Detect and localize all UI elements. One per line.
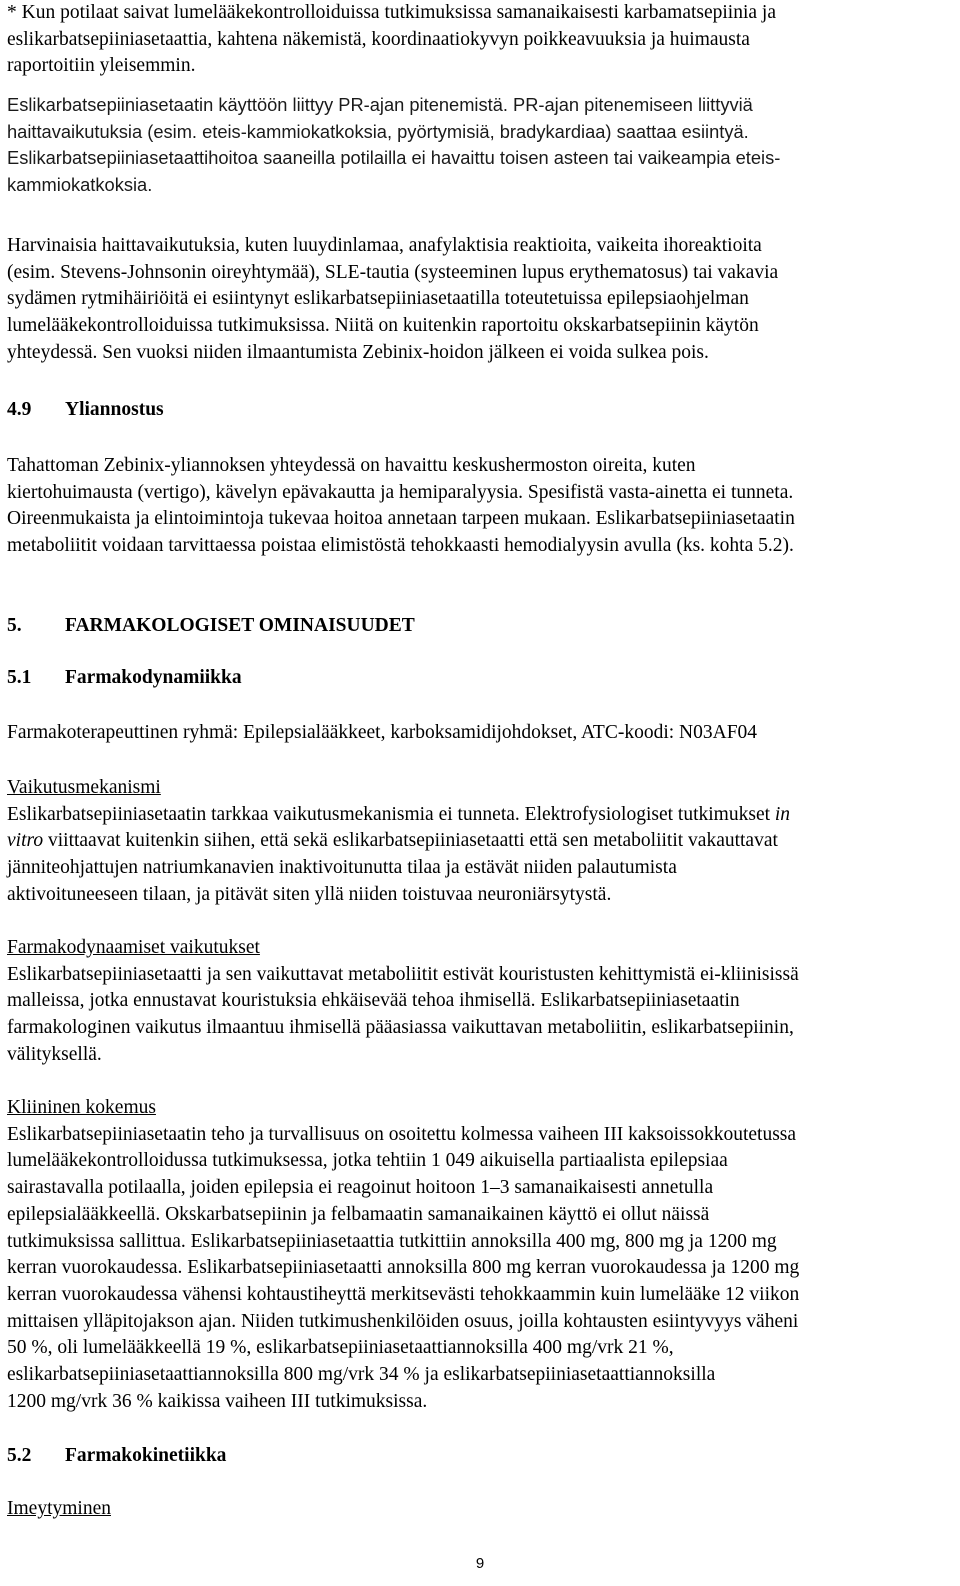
paragraph-footnote [7,0,952,80]
paragraph-overdose [7,453,952,560]
section-number: 5.1 [7,667,32,688]
subsection-title: Vaikutusmekanismi [7,777,161,798]
section-number: 4.9 [7,399,32,420]
text-line: Eslikarbatsepiiniasetaatti ja sen vaikuttavat metaboliitit estivät kouristusten kehittymistä ei-kliinisissä [7,963,799,985]
text-line: kiertohuimausta (vertigo), kävelyn epävakautta ja hemiparalyysia. Spesifistä vasta-ainetta ei tunneta. [7,481,794,503]
text-line: Eslikarbatsepiiniasetaatin käyttöön liittyy PR-ajan pitenemistä. PR-ajan pitenemiseen liittyviä [7,94,753,115]
text-line: Eslikarbatsepiiniasetaattihoitoa saaneilla potilailla ei havaittu toisen asteen tai vaikeampia eteis- [7,147,781,169]
text-line: mittaisen ylläpitojakson ajan. Niiden tutkimushenkilöiden osuus, joilla kohtausten esiintyvyys väheni [7,1310,799,1332]
text-line: välityksellä. [7,1043,102,1065]
text-line: metaboliitit voidaan tarvittaessa poistaa elimistöstä tehokkaasti hemodialyysin avulla (ks. kohta 5.2). [7,535,794,557]
text-line: sairastavalla potilaalla, joiden epilepsia ei reagoinut hoitoon 1–3 samanaikaisesti annetulla [7,1177,714,1199]
section-number: 5.2 [7,1445,32,1466]
subsection-clinical-experience [7,1095,952,1415]
text-line: malleissa, jotka ennustavat kouristuksia ehkäisevää tehoa ihmisellä. Eslikarbatsepiiniasetaatin [7,990,740,1012]
page-number: 9 [475,1555,485,1572]
text-line: Tahattoman Zebinix-yliannoksen yhteydessä on havaittu keskushermoston oireita, kuten [7,455,696,476]
text-line: Oireenmukaista ja elintoimintoja tukevaa hoitoa annetaan tarpeen mukaan. Eslikarbatsepiiniasetaatin [7,508,795,530]
section-heading-4-9 [7,397,952,424]
text-line: aktivoituneeseen tilaan, ja pitävät siten yllä niiden toistuvaa neuroniärsytystä. [7,883,612,905]
subsection-title: Imeytyminen [7,1498,111,1519]
text-line: Eslikarbatsepiiniasetaatin teho ja turvallisuus on osoitettu kolmessa vaiheen III kaksoissokkoutetussa [7,1123,797,1145]
text-line: tutkimuksissa sallittua. Eslikarbatsepiiniasetaattia tutkittiin annoksilla 400 mg, 800 mg ja 1200 mg [7,1230,777,1252]
text-line: kerran vuorokaudessa vähensi kohtaustiheyttä merkitsevästi tehokkaammin kuin lumelääke 12 viikon [7,1283,800,1305]
text-line: raportoitiin yleisemmin. [7,55,196,77]
text-line: eslikarbatsepiiniasetaattia, kahtena näkemistä, koordinaatiokyvyn poikkeavuuksia ja huimausta [7,28,750,50]
text-line: haittavaikutuksia (esim. eteis-kammiokatkoksia, pyörtymisiä, bradykardiaa) saattaa esiintyä. [7,120,749,142]
text-line: 50 %, oli lumelääkkeellä 19 %, eslikarbatsepiiniasetaattiannoksilla 400 mg/vrk 21 %, [7,1337,674,1359]
subsection-pharmacodynamic-effects [7,935,952,1069]
text-line: Eslikarbatsepiiniasetaatin tarkkaa vaikutusmekanismia ei tunneta. Elektrofysiologiset tutkimukset [7,803,775,825]
italic-text: vitro [7,830,44,852]
subsection-absorption [7,1496,952,1523]
text-line: sydämen rytmihäiriöitä ei esiintynyt eslikarbatsepiiniasetaatilla toteutetuissa epilepsiaohjelman [7,288,749,310]
text-line: jänniteohjattujen natriumkanavien inaktivoitunutta tilaa ja estävät niiden palautumista [7,857,677,879]
section-title: Farmakokinetiikka [65,1445,227,1466]
text-line: * Kun potilaat saivat lumelääkekontrolloiduissa tutkimuksissa samanaikaisesti karbamatsepiinia ja [7,2,776,23]
italic-text: in [774,803,791,825]
text-line: farmakologinen vaikutus ilmaantuu ihmisellä pääasiassa vaikuttavan metaboliitin, eslikarbatsepiinin, [7,1017,794,1039]
text-line: kerran vuorokaudessa. Eslikarbatsepiiniasetaatti annoksilla 800 mg kerran vuorokaudessa ja 1200 mg [7,1257,800,1279]
subsection-title: Farmakodynaamiset vaikutukset [7,937,260,958]
paragraph-pr-interval [7,92,952,199]
section-heading-5-1 [7,665,952,692]
paragraph-atc-code [7,720,952,747]
section-heading-5-2 [7,1443,952,1470]
section-title: FARMAKOLOGISET OMINAISUUDET [65,615,415,636]
section-title: Yliannostus [65,399,164,420]
text-line: Farmakoterapeuttinen ryhmä: Epilepsialääkkeet, karboksamidijohdokset, ATC-koodi: N03AF04 [7,722,758,743]
section-title: Farmakodynamiikka [65,667,242,688]
text-line: epilepsialääkkeellä. Okskarbatsepiinin ja felbamaatin samanaikainen käyttö ei ollut näissä [7,1203,710,1225]
text-line: lumelääkekontrolloiduissa tutkimuksissa. Niitä on kuitenkin raportoitu okskarbatsepiinin käytön [7,315,759,337]
text-line: eslikarbatsepiiniasetaattiannoksilla 800 mg/vrk 34 % ja eslikarbatsepiiniasetaattiannoksilla [7,1364,716,1386]
subsection-mechanism [7,775,952,909]
text-line: kammiokatkoksia. [7,174,153,196]
paragraph-rare-reactions [7,233,952,367]
section-number: 5. [7,615,22,636]
text-line: viittaavat kuitenkin siihen, että sekä eslikarbatsepiiniasetaatti että sen metaboliitit vakauttavat [43,830,778,852]
text-line: lumelääkekontrolloidussa tutkimuksessa, jotka tehtiin 1 049 aikuisella partiaalista epilepsiaa [7,1150,728,1172]
text-line: Harvinaisia haittavaikutuksia, kuten luuydinlamaa, anafylaktisia reaktioita, vaikeita ihoreaktioita [7,235,762,256]
subsection-title: Kliininen kokemus [7,1097,156,1118]
text-line: (esim. Stevens-Johnsonin oireyhtymää), SLE-tautia (systeeminen lupus erythematosus) tai vakavia [7,261,779,283]
text-line: 1200 mg/vrk 36 % kaikissa vaiheen III tutkimuksissa. [7,1390,428,1412]
section-heading-5 [7,613,952,640]
text-line: yhteydessä. Sen vuoksi niiden ilmaantumista Zebinix-hoidon jälkeen ei voida sulkea pois. [7,341,709,363]
